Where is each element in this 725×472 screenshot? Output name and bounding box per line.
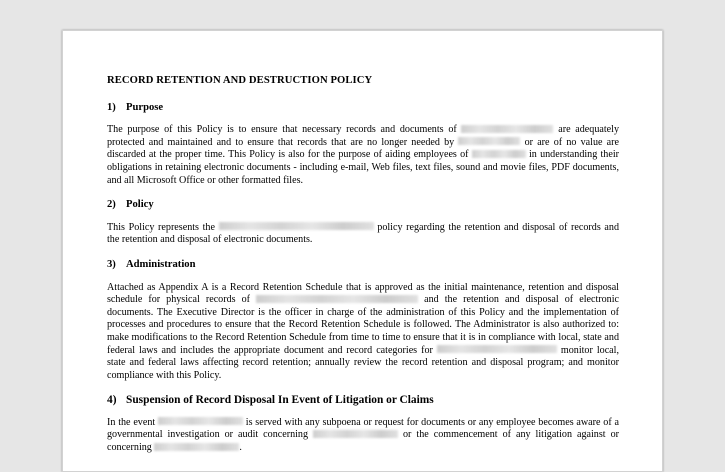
redacted-text [458, 137, 520, 145]
redacted-text [313, 430, 398, 438]
section-paragraph [107, 282, 619, 383]
document-content [107, 75, 619, 467]
section-heading-suspension [107, 394, 619, 407]
paragraph-text: monitor local, state and federal laws affecting record retention; annually review the record retention and disposal program; and monitor compliance with this Policy. [107, 344, 619, 381]
section-number: 2) [107, 199, 116, 211]
section-number: 4) [107, 394, 117, 407]
paragraph-text: The purpose of this Policy is to ensure that necessary records and documents of [107, 124, 462, 136]
document-title: RECORD RETENTION AND DESTRUCTION POLICY [107, 75, 373, 86]
redacted-text [437, 345, 557, 353]
paragraph-text: policy regarding the retention and disposal of records and the retention and disposal of electronic documents. [107, 221, 619, 246]
section-number: 1) [107, 101, 116, 113]
paragraph-text: and the retention and disposal of electronic documents. The Executive Director is the officer in charge of the administration of this Policy and the implementation of processes and procedures to ensure that the Record Retention Schedule is followed. The Administrator is also authorized to: make modifications to the Record Retention Schedule from time to time to ensure that it is in compliance with local, state and federal laws and includes the appropriate document and record categories for [107, 294, 619, 356]
paragraph-text: is served with any subpoena or request for documents or any employee becomes aware of a governmental investigation or audit concerning [107, 416, 619, 441]
document-page [62, 30, 663, 472]
redacted-text [256, 295, 418, 303]
paragraph-text: Attached as Appendix A is a Record Retention Schedule that is approved as the initial maintenance, retention and disposal schedule for physical records of [107, 281, 619, 306]
paragraph-text: This Policy represents the [107, 221, 219, 233]
redacted-text [158, 417, 243, 425]
paragraph-text: In the event [107, 416, 158, 428]
section-heading-administration [107, 259, 619, 272]
section-title: Purpose [126, 101, 164, 113]
paragraph-text: or the commencement of any litigation against or concerning [107, 429, 619, 454]
redacted-text [461, 125, 553, 133]
section-number: 3) [107, 258, 116, 270]
paragraph-text: . [239, 442, 242, 454]
paragraph-text: in understanding their obligations in retaining electronic documents - including e-mail, Web files, text files, sound and movie files, PDF documents, and all Microsoft Office or other formatted files. [107, 149, 620, 186]
paragraph-text: or are of no value are discarded at the proper time. This Policy is also for the purpose of aiding employees of [107, 136, 619, 161]
paragraph-text: are adequately protected and maintained and to ensure that records that are no longer needed by [107, 124, 619, 148]
section-paragraph [107, 124, 619, 187]
section-title: Suspension of Record Disposal In Event of Litigation or Claims [126, 394, 434, 407]
section-paragraph [107, 417, 619, 455]
section-title: Administration [126, 258, 196, 270]
redacted-text [472, 150, 526, 158]
section-paragraph [107, 222, 619, 247]
redacted-text [154, 443, 239, 451]
redacted-text [219, 222, 374, 230]
section-heading-policy [107, 199, 619, 212]
section-title: Policy [126, 199, 154, 211]
section-heading-purpose [107, 102, 619, 115]
